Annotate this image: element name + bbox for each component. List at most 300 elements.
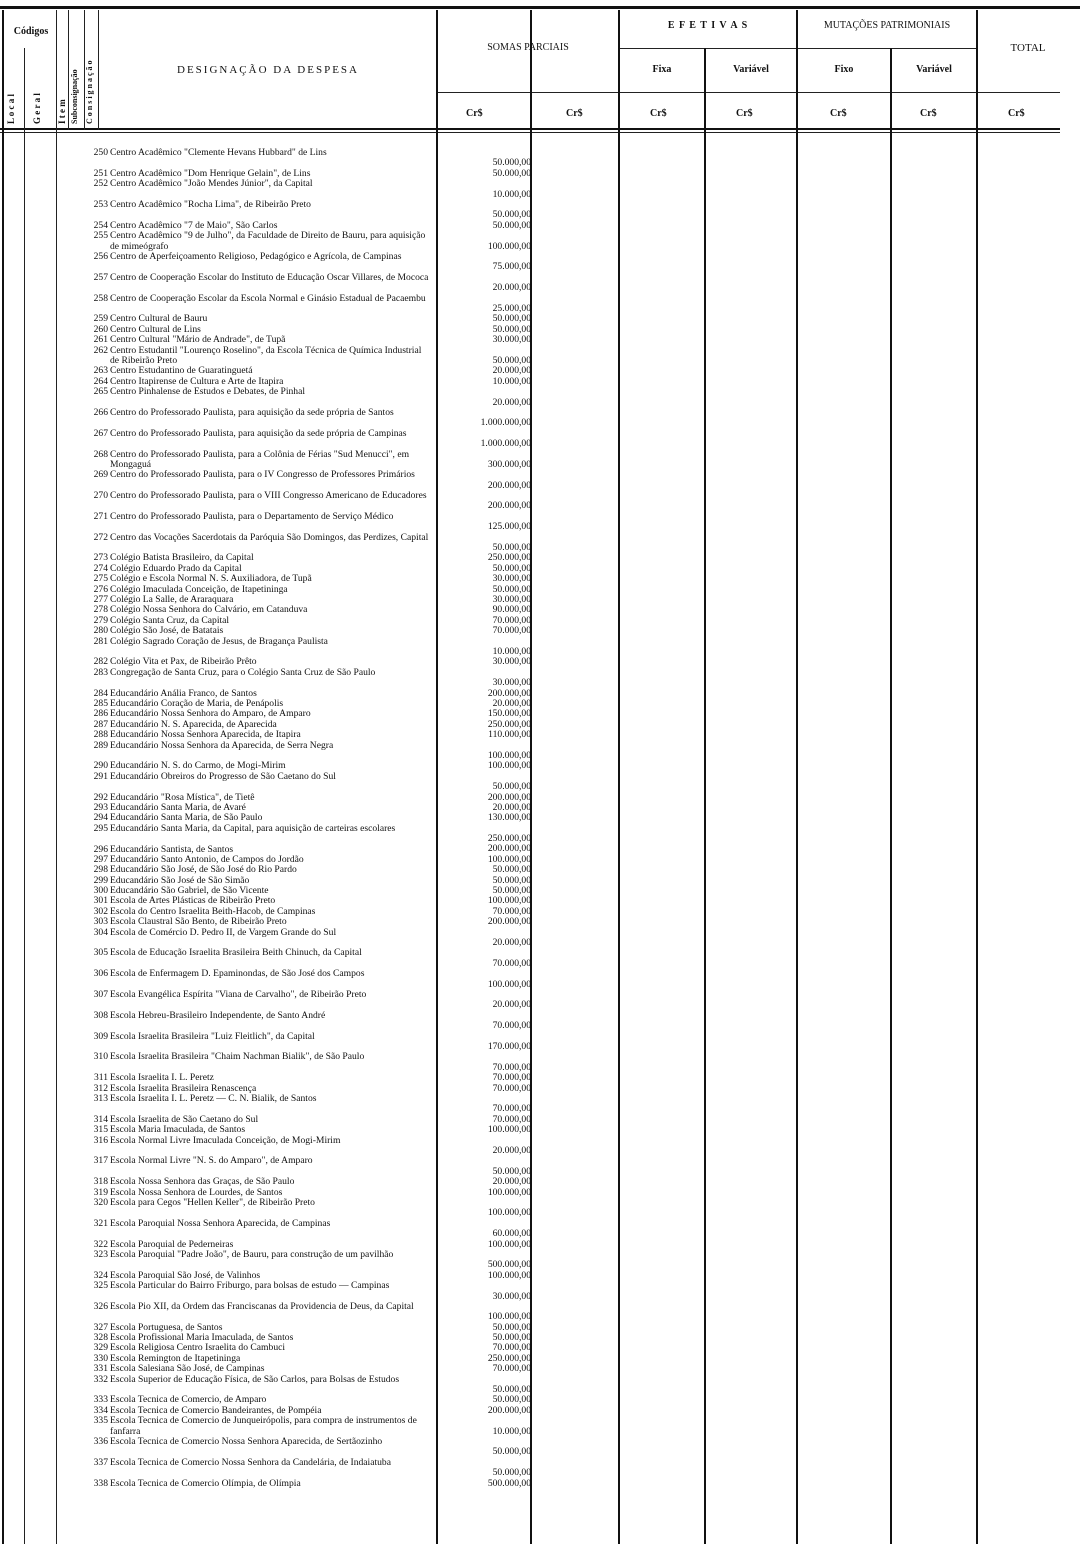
expense-amount: 100.000,00 xyxy=(487,895,531,907)
expense-description: Escola Portuguesa, de Santos xyxy=(110,1322,223,1333)
expense-row xyxy=(84,1188,534,1198)
expense-description: Educandário Santa Maria, da Capital, para aquisição de carteiras escolares xyxy=(110,823,396,834)
expense-amount: 200.000,00 xyxy=(487,916,531,928)
expense-description: Centro do Professorado Paulista, para aquisição da sede própria de Campinas xyxy=(110,428,407,439)
expense-description: Centro Acadêmico "Clemente Hevans Hubbard" de Lins xyxy=(110,148,327,158)
expense-row xyxy=(84,605,534,615)
expense-row xyxy=(84,1052,534,1073)
expense-row xyxy=(84,730,534,740)
expense-amount: 110.000,00 xyxy=(488,729,531,741)
expense-amount: 10.000,00 xyxy=(492,1425,531,1437)
item-number: 310 xyxy=(93,1051,108,1063)
expense-description: Escola Particular do Bairro Friburgo, para bolsas de estudo — Campinas xyxy=(110,1281,390,1292)
item-number: 256 xyxy=(93,250,108,262)
col-rule xyxy=(796,10,798,1544)
item-number: 322 xyxy=(93,1238,108,1250)
expense-amount: 170.000,00 xyxy=(487,1041,531,1052)
item-number: 326 xyxy=(93,1300,108,1312)
col-rule xyxy=(976,10,978,1544)
item-number: 314 xyxy=(93,1113,108,1125)
item-number: 334 xyxy=(93,1404,108,1416)
expense-description: Centro do Professorado Paulista, para a Colônia de Férias "Sud Menucci", em Mongaguá xyxy=(110,449,410,470)
expense-row xyxy=(84,169,534,179)
expense-description: Escola Salesiana São José, de Campinas xyxy=(110,1364,265,1375)
expense-amount: 250.000,00 xyxy=(487,718,531,730)
expense-amount: 30.000,00 xyxy=(492,334,531,346)
expense-amount: 50.000,00 xyxy=(492,781,531,793)
item-number: 293 xyxy=(93,801,108,813)
expense-row xyxy=(84,1343,534,1353)
expense-row xyxy=(84,1364,534,1374)
expense-description: Escola Maria Imaculada, de Santos xyxy=(110,1125,246,1136)
item-number: 268 xyxy=(93,448,108,460)
expense-description: Educandário Santo Antonio, de Campos do Jordão xyxy=(110,854,304,865)
expense-row xyxy=(84,865,534,875)
item-number: 303 xyxy=(93,916,108,928)
expense-amount: 200.000,00 xyxy=(487,791,531,803)
expense-description: Educandário São José, de São José do Rio Pardo xyxy=(110,865,297,876)
expense-description: Centro Cultural de Bauru xyxy=(110,314,208,325)
expense-description: Escola Normal Livre Imaculada Conceição, de Mogi-Mirim xyxy=(110,1135,341,1146)
expense-description: Escola Israelita I. L. Peretz xyxy=(110,1073,214,1084)
expense-amount: 125.000,00 xyxy=(487,521,531,533)
expense-row xyxy=(84,221,534,231)
expense-row xyxy=(84,335,534,345)
expense-description: Centro de Cooperação Escolar da Escola Normal e Ginásio Estadual de Pacaembu xyxy=(110,293,426,304)
expense-amount: 75.000,00 xyxy=(492,261,531,273)
expense-amount: 50.000,00 xyxy=(492,874,531,886)
expense-row xyxy=(84,1302,534,1323)
expense-description: Escola Tecnica de Comercio Nossa Senhora Aparecida, de Sertãozinho xyxy=(110,1437,383,1448)
expense-description: Centro do Professorado Paulista, para o Departamento de Serviço Médico xyxy=(110,511,394,522)
expense-row xyxy=(84,1375,534,1396)
expense-amount: 20.000,00 xyxy=(492,282,531,294)
expense-amount: 100.000,00 xyxy=(487,853,531,865)
item-number: 296 xyxy=(93,843,108,855)
item-number: 295 xyxy=(93,822,108,834)
expense-row xyxy=(84,1136,534,1157)
currency-label: Cr$ xyxy=(466,108,483,119)
item-number: 315 xyxy=(93,1124,108,1136)
expense-description: Educandário Nossa Senhora do Amparo, de Amparo xyxy=(110,709,311,720)
expense-description: Escola Nossa Senhora das Graças, de São Paulo xyxy=(110,1177,295,1188)
expense-description: Escola Paroquial Nossa Senhora Aparecida, de Campinas xyxy=(110,1218,331,1229)
item-number: 331 xyxy=(93,1363,108,1375)
expense-amount: 50.000,00 xyxy=(492,864,531,876)
fixo-header: Fixo xyxy=(834,64,854,75)
expense-amount: 50.000,00 xyxy=(492,1332,531,1344)
geral-header: G e r a l xyxy=(32,93,42,124)
item-number: 330 xyxy=(93,1352,108,1364)
expense-row xyxy=(84,1198,534,1219)
col-rule xyxy=(2,10,4,1544)
expense-row xyxy=(84,793,534,803)
item-number: 321 xyxy=(93,1217,108,1229)
item-number: 271 xyxy=(93,510,108,522)
item-number: 257 xyxy=(93,271,108,283)
expense-amount: 20.000,00 xyxy=(492,1176,531,1188)
item-number: 323 xyxy=(93,1248,108,1260)
expense-description: Escola Israelita Brasileira Renascença xyxy=(110,1083,257,1094)
expense-description: Educandário N. S. Aparecida, de Aparecida xyxy=(110,719,277,730)
expense-description: Escola Claustral São Bento, de Ribeirão Preto xyxy=(110,917,287,928)
expense-row xyxy=(84,179,534,200)
item-number: 337 xyxy=(93,1456,108,1468)
expense-row xyxy=(84,637,534,658)
item-number: 283 xyxy=(93,666,108,678)
expense-amount: 30.000,00 xyxy=(492,677,531,689)
expense-row xyxy=(84,314,534,324)
expense-amount: 100.000,00 xyxy=(487,1311,531,1323)
expense-row xyxy=(84,408,534,429)
expense-description: Centro Pinhalense de Estudos e Debates, de Pinhal xyxy=(110,387,306,398)
expense-amount: 10.000,00 xyxy=(492,646,531,657)
col-rule xyxy=(98,10,99,130)
expense-row xyxy=(84,512,534,533)
expense-description: Educandário São Gabriel, de São Vicente xyxy=(110,886,269,897)
item-number: 305 xyxy=(93,947,108,959)
item-number: 306 xyxy=(93,968,108,980)
expense-description: Colégio São José, de Batatais xyxy=(110,626,224,637)
expense-amount: 250.000,00 xyxy=(487,833,531,845)
expense-row xyxy=(84,294,534,315)
item-number: 332 xyxy=(93,1373,108,1385)
expense-description: Colégio Batista Brasileiro, da Capital xyxy=(110,553,254,564)
top-rule xyxy=(0,6,1080,9)
expense-amount: 50.000,00 xyxy=(492,1165,531,1177)
expense-row xyxy=(84,200,534,221)
expense-amount: 20.000,00 xyxy=(492,937,531,949)
currency-label: Cr$ xyxy=(736,108,753,119)
item-number: 263 xyxy=(93,365,108,377)
col-rule xyxy=(56,10,57,1544)
item-number: 298 xyxy=(93,864,108,876)
expense-row xyxy=(84,1073,534,1083)
expense-amount: 500.000,00 xyxy=(487,1477,531,1489)
expense-description: Escola Nossa Senhora de Lourdes, de Santos xyxy=(110,1187,283,1198)
expense-description: Escola do Centro Israelita Beith-Hacob, de Campinas xyxy=(110,906,316,917)
currency-label: Cr$ xyxy=(650,108,667,119)
expense-amount: 70.000,00 xyxy=(492,1020,531,1032)
expense-description: Centro do Professorado Paulista, para o IV Congresso de Professores Primários xyxy=(110,470,415,481)
expense-amount: 10.000,00 xyxy=(492,375,531,387)
expense-description: Colégio Eduardo Prado da Capital xyxy=(110,563,242,574)
expense-row xyxy=(84,1354,534,1364)
item-number: 325 xyxy=(93,1280,108,1292)
expense-description: Centro de Cooperação Escolar do Instituto de Educação Oscar Villares, de Mococa xyxy=(110,272,429,283)
item-number: 272 xyxy=(93,531,108,543)
expense-description: Escola Tecnica de Comercio Nossa Senhora da Candelária, de Indaiatuba xyxy=(110,1457,391,1468)
expense-amount: 50.000,00 xyxy=(492,583,531,595)
expense-row xyxy=(84,1333,534,1343)
item-number: 262 xyxy=(93,344,108,356)
expense-description: Colégio Vita et Pax, de Ribeirão Prêto xyxy=(110,657,257,668)
expense-amount: 60.000,00 xyxy=(492,1228,531,1240)
expense-amount: 250.000,00 xyxy=(487,552,531,564)
item-number: 291 xyxy=(93,770,108,782)
item-number: 275 xyxy=(93,573,108,585)
expense-amount: 70.000,00 xyxy=(492,905,531,917)
expense-row xyxy=(84,1437,534,1458)
item-number: 252 xyxy=(93,178,108,190)
expense-row xyxy=(84,626,534,636)
expense-amount: 1.000.000,00 xyxy=(480,417,531,429)
expense-amount: 70.000,00 xyxy=(492,957,531,969)
mutacoes-header: MUTAÇÕES PATRIMONIAIS xyxy=(823,20,951,31)
expense-amount: 70.000,00 xyxy=(492,1072,531,1084)
subconsignacao-header: Subconsignação xyxy=(70,69,79,124)
expense-row xyxy=(84,377,534,387)
expense-amount: 50.000,00 xyxy=(492,1467,531,1479)
col-rule xyxy=(890,48,892,1544)
item-number: 258 xyxy=(93,292,108,304)
expense-row xyxy=(84,553,534,563)
expense-row xyxy=(84,855,534,865)
expense-description: Escola Religiosa Centro Israelita do Cambuci xyxy=(110,1343,286,1354)
expense-row xyxy=(84,148,534,169)
somas-parciais-header: SOMAS PARCIAIS xyxy=(487,42,569,53)
expense-row xyxy=(84,346,534,367)
expense-amount: 200.000,00 xyxy=(487,479,531,491)
item-number: 328 xyxy=(93,1332,108,1344)
expense-row xyxy=(84,1395,534,1405)
expense-amount: 130.000,00 xyxy=(487,812,531,824)
item-number: 267 xyxy=(93,427,108,439)
expense-row xyxy=(84,990,534,1011)
item-number: 260 xyxy=(93,323,108,335)
expense-row xyxy=(84,450,534,471)
expense-amount: 30.000,00 xyxy=(492,656,531,668)
item-number: 320 xyxy=(93,1196,108,1208)
expense-description: Escola Tecnica de Comercio de Junqueirópolis, para compra de instrumentos de fanfarra xyxy=(110,1416,417,1437)
item-number: 336 xyxy=(93,1436,108,1448)
item-number: 289 xyxy=(93,739,108,751)
expense-amount: 500.000,00 xyxy=(487,1259,531,1271)
item-number: 309 xyxy=(93,1030,108,1042)
item-number: 316 xyxy=(93,1134,108,1146)
item-number: 333 xyxy=(93,1394,108,1406)
item-number: 254 xyxy=(93,219,108,231)
expense-row xyxy=(84,387,534,408)
expense-amount: 100.000,00 xyxy=(487,1186,531,1198)
expense-row xyxy=(84,1406,534,1416)
expense-row xyxy=(84,709,534,719)
expense-amount: 50.000,00 xyxy=(492,354,531,366)
variavel-header: Variável xyxy=(733,64,769,75)
expense-row xyxy=(84,969,534,990)
expense-row xyxy=(84,1323,534,1333)
item-number: 259 xyxy=(93,313,108,325)
expense-amount: 100.000,00 xyxy=(487,760,531,772)
item-number: 280 xyxy=(93,625,108,637)
expense-description: Educandário Santista, de Santos xyxy=(110,844,234,855)
expense-row xyxy=(84,896,534,906)
item-number: 277 xyxy=(93,594,108,606)
expense-description: Centro Cultural de Lins xyxy=(110,324,201,335)
col-rule xyxy=(24,48,25,1544)
expense-row xyxy=(84,1032,534,1053)
expense-amount: 200.000,00 xyxy=(487,1404,531,1416)
expense-amount: 50.000,00 xyxy=(492,219,531,231)
expense-description: Escola de Educação Israelita Brasileira Beith Chinuch, da Capital xyxy=(110,948,362,959)
currency-label: Cr$ xyxy=(566,108,583,119)
expense-description: Escola Normal Livre "N. S. do Amparo", de Amparo xyxy=(110,1156,313,1167)
expense-amount: 50.000,00 xyxy=(492,323,531,335)
item-number: 250 xyxy=(93,147,108,158)
expense-amount: 50.000,00 xyxy=(492,1394,531,1406)
item-number: 312 xyxy=(93,1082,108,1094)
expense-row xyxy=(84,1271,534,1281)
expense-description: Centro Itapirense de Cultura e Arte de Itapira xyxy=(110,376,284,387)
designacao-header: DESIGNAÇÃO DA DESPESA xyxy=(177,64,359,76)
currency-label: Cr$ xyxy=(920,108,937,119)
expense-row xyxy=(84,491,534,512)
currency-label: Cr$ xyxy=(1008,108,1025,119)
expense-amount: 50.000,00 xyxy=(492,885,531,897)
expense-amount: 50.000,00 xyxy=(492,542,531,554)
expense-row xyxy=(84,1458,534,1479)
expense-row xyxy=(84,813,534,823)
expense-description: Educandário São José de São Simão xyxy=(110,875,250,886)
item-number: 327 xyxy=(93,1321,108,1333)
expense-row xyxy=(84,928,534,949)
expense-amount: 70.000,00 xyxy=(492,1061,531,1073)
item-number: 269 xyxy=(93,469,108,481)
expense-row xyxy=(84,273,534,294)
expense-amount: 300.000,00 xyxy=(487,458,531,470)
expense-amount: 30.000,00 xyxy=(492,1290,531,1302)
item-number: 286 xyxy=(93,708,108,720)
item-number: 266 xyxy=(93,406,108,418)
expense-description: Congregação de Santa Cruz, para o Colégio Santa Cruz de São Paulo xyxy=(110,667,376,678)
expense-row xyxy=(84,533,534,554)
expense-amount: 25.000,00 xyxy=(492,302,531,314)
expense-amount: 100.000,00 xyxy=(487,1124,531,1136)
expense-row xyxy=(84,470,534,491)
expense-amount: 20.000,00 xyxy=(492,1144,531,1156)
expense-description: Centro do Professorado Paulista, para o VIII Congresso Americano de Educadores xyxy=(110,491,427,502)
expense-description: Colégio La Salle, de Araraquara xyxy=(110,595,234,606)
expense-amount: 1.000.000,00 xyxy=(480,438,531,450)
local-header: L o c a l xyxy=(6,93,16,124)
codigos-header: Códigos xyxy=(13,26,49,37)
item-number: 284 xyxy=(93,687,108,699)
expense-description: Educandário Santa Maria, de Avaré xyxy=(110,802,246,813)
expense-description: Escola Pio XII, da Ordem das Franciscanas da Providencia de Deus, da Capital xyxy=(110,1301,414,1312)
expense-row xyxy=(84,948,534,969)
expense-row xyxy=(84,429,534,450)
expense-row xyxy=(84,886,534,896)
expense-row xyxy=(84,1156,534,1177)
item-number: 317 xyxy=(93,1155,108,1167)
expense-amount: 70.000,00 xyxy=(492,1113,531,1125)
expense-row xyxy=(84,876,534,886)
expense-description: Educandário N. S. do Carmo, de Mogi-Mirim xyxy=(110,761,286,772)
item-number: 292 xyxy=(93,791,108,803)
expense-description: Escola Paroquial "Padre João", de Bauru, para construção de um pavilhão xyxy=(110,1249,394,1260)
expense-description: Colégio Sagrado Coração de Jesus, de Bragança Paulista xyxy=(110,636,328,647)
expense-description: Centro Acadêmico "7 de Maio", São Carlos xyxy=(110,220,278,231)
expense-row xyxy=(84,917,534,927)
expense-description: Escola Israelita I. L. Peretz — C. N. Bialik, de Santos xyxy=(110,1093,317,1104)
item-number: 308 xyxy=(93,1009,108,1021)
expense-amount: 50.000,00 xyxy=(492,1321,531,1333)
item-number: 273 xyxy=(93,552,108,564)
expense-description: Escola Paroquial de Pederneiras xyxy=(110,1239,234,1250)
expense-row xyxy=(84,668,534,689)
expense-amount: 50.000,00 xyxy=(492,167,531,179)
item-number: 253 xyxy=(93,198,108,210)
expense-amount: 30.000,00 xyxy=(492,594,531,606)
item-number: 276 xyxy=(93,583,108,595)
expense-amount: 200.000,00 xyxy=(487,687,531,699)
expense-amount: 50.000,00 xyxy=(492,562,531,574)
expense-amount: 20.000,00 xyxy=(492,365,531,377)
item-number: 282 xyxy=(93,656,108,668)
expense-row xyxy=(84,1250,534,1271)
item-number: 281 xyxy=(93,635,108,647)
expense-description: Centro Acadêmico "João Mendes Júnior", da Capital xyxy=(110,179,313,190)
expense-amount: 150.000,00 xyxy=(487,708,531,720)
item-number: 329 xyxy=(93,1342,108,1354)
expense-row xyxy=(84,1416,534,1437)
expense-row xyxy=(84,761,534,771)
expense-row xyxy=(84,325,534,335)
expense-row xyxy=(84,689,534,699)
item-number: 338 xyxy=(93,1477,108,1489)
item-number: 319 xyxy=(93,1186,108,1198)
expense-row xyxy=(84,231,534,252)
expense-amount: 70.000,00 xyxy=(492,1363,531,1375)
expense-amount: 250.000,00 xyxy=(487,1352,531,1364)
expense-row xyxy=(84,252,534,273)
item-number: 318 xyxy=(93,1176,108,1188)
expense-row xyxy=(84,1240,534,1250)
expense-description: Colégio Nossa Senhora do Calvário, em Catanduva xyxy=(110,605,308,616)
item-number: 307 xyxy=(93,989,108,1001)
expense-row xyxy=(84,1094,534,1115)
expense-row xyxy=(84,366,534,376)
item-number: 285 xyxy=(93,697,108,709)
expense-amount: 100.000,00 xyxy=(487,749,531,761)
item-number: 290 xyxy=(93,760,108,772)
expense-amount: 100.000,00 xyxy=(487,240,531,252)
fixa-header: Fixa xyxy=(652,64,672,75)
expense-row xyxy=(84,616,534,626)
expense-amount: 20.000,00 xyxy=(492,396,531,408)
expense-description: Educandário Nossa Senhora Aparecida, de Itapira xyxy=(110,730,301,741)
expense-row xyxy=(84,907,534,917)
item-number: 265 xyxy=(93,386,108,398)
expense-row xyxy=(84,1011,534,1032)
item-number: 311 xyxy=(93,1072,108,1084)
expense-description: Escola Tecnica de Comercio Bandeirantes, de Pompéia xyxy=(110,1405,322,1416)
expense-row xyxy=(84,699,534,709)
expense-amount: 10.000,00 xyxy=(492,188,531,200)
expense-description: Escola Paroquial São José, de Valinhos xyxy=(110,1270,261,1281)
item-number: 279 xyxy=(93,614,108,626)
item-number: 278 xyxy=(93,604,108,616)
expense-amount: 20.000,00 xyxy=(492,999,531,1011)
expense-description: Centro Estudantino de Guaratinguetá xyxy=(110,366,253,377)
expense-description: Educandário Nossa Senhora da Aparecida, de Serra Negra xyxy=(110,740,334,751)
efetivas-header: E F E T I V A S xyxy=(667,20,749,31)
expense-description: Centro Estudantil "Lourenço Roselino", da Escola Técnica de Química Industrial de Ribeirão Preto xyxy=(110,345,422,366)
expense-row xyxy=(84,595,534,605)
expense-amount: 50.000,00 xyxy=(492,1446,531,1458)
expense-description: Escola de Comércio D. Pedro II, de Vargem Grande do Sul xyxy=(110,927,337,938)
expense-row xyxy=(84,741,534,762)
